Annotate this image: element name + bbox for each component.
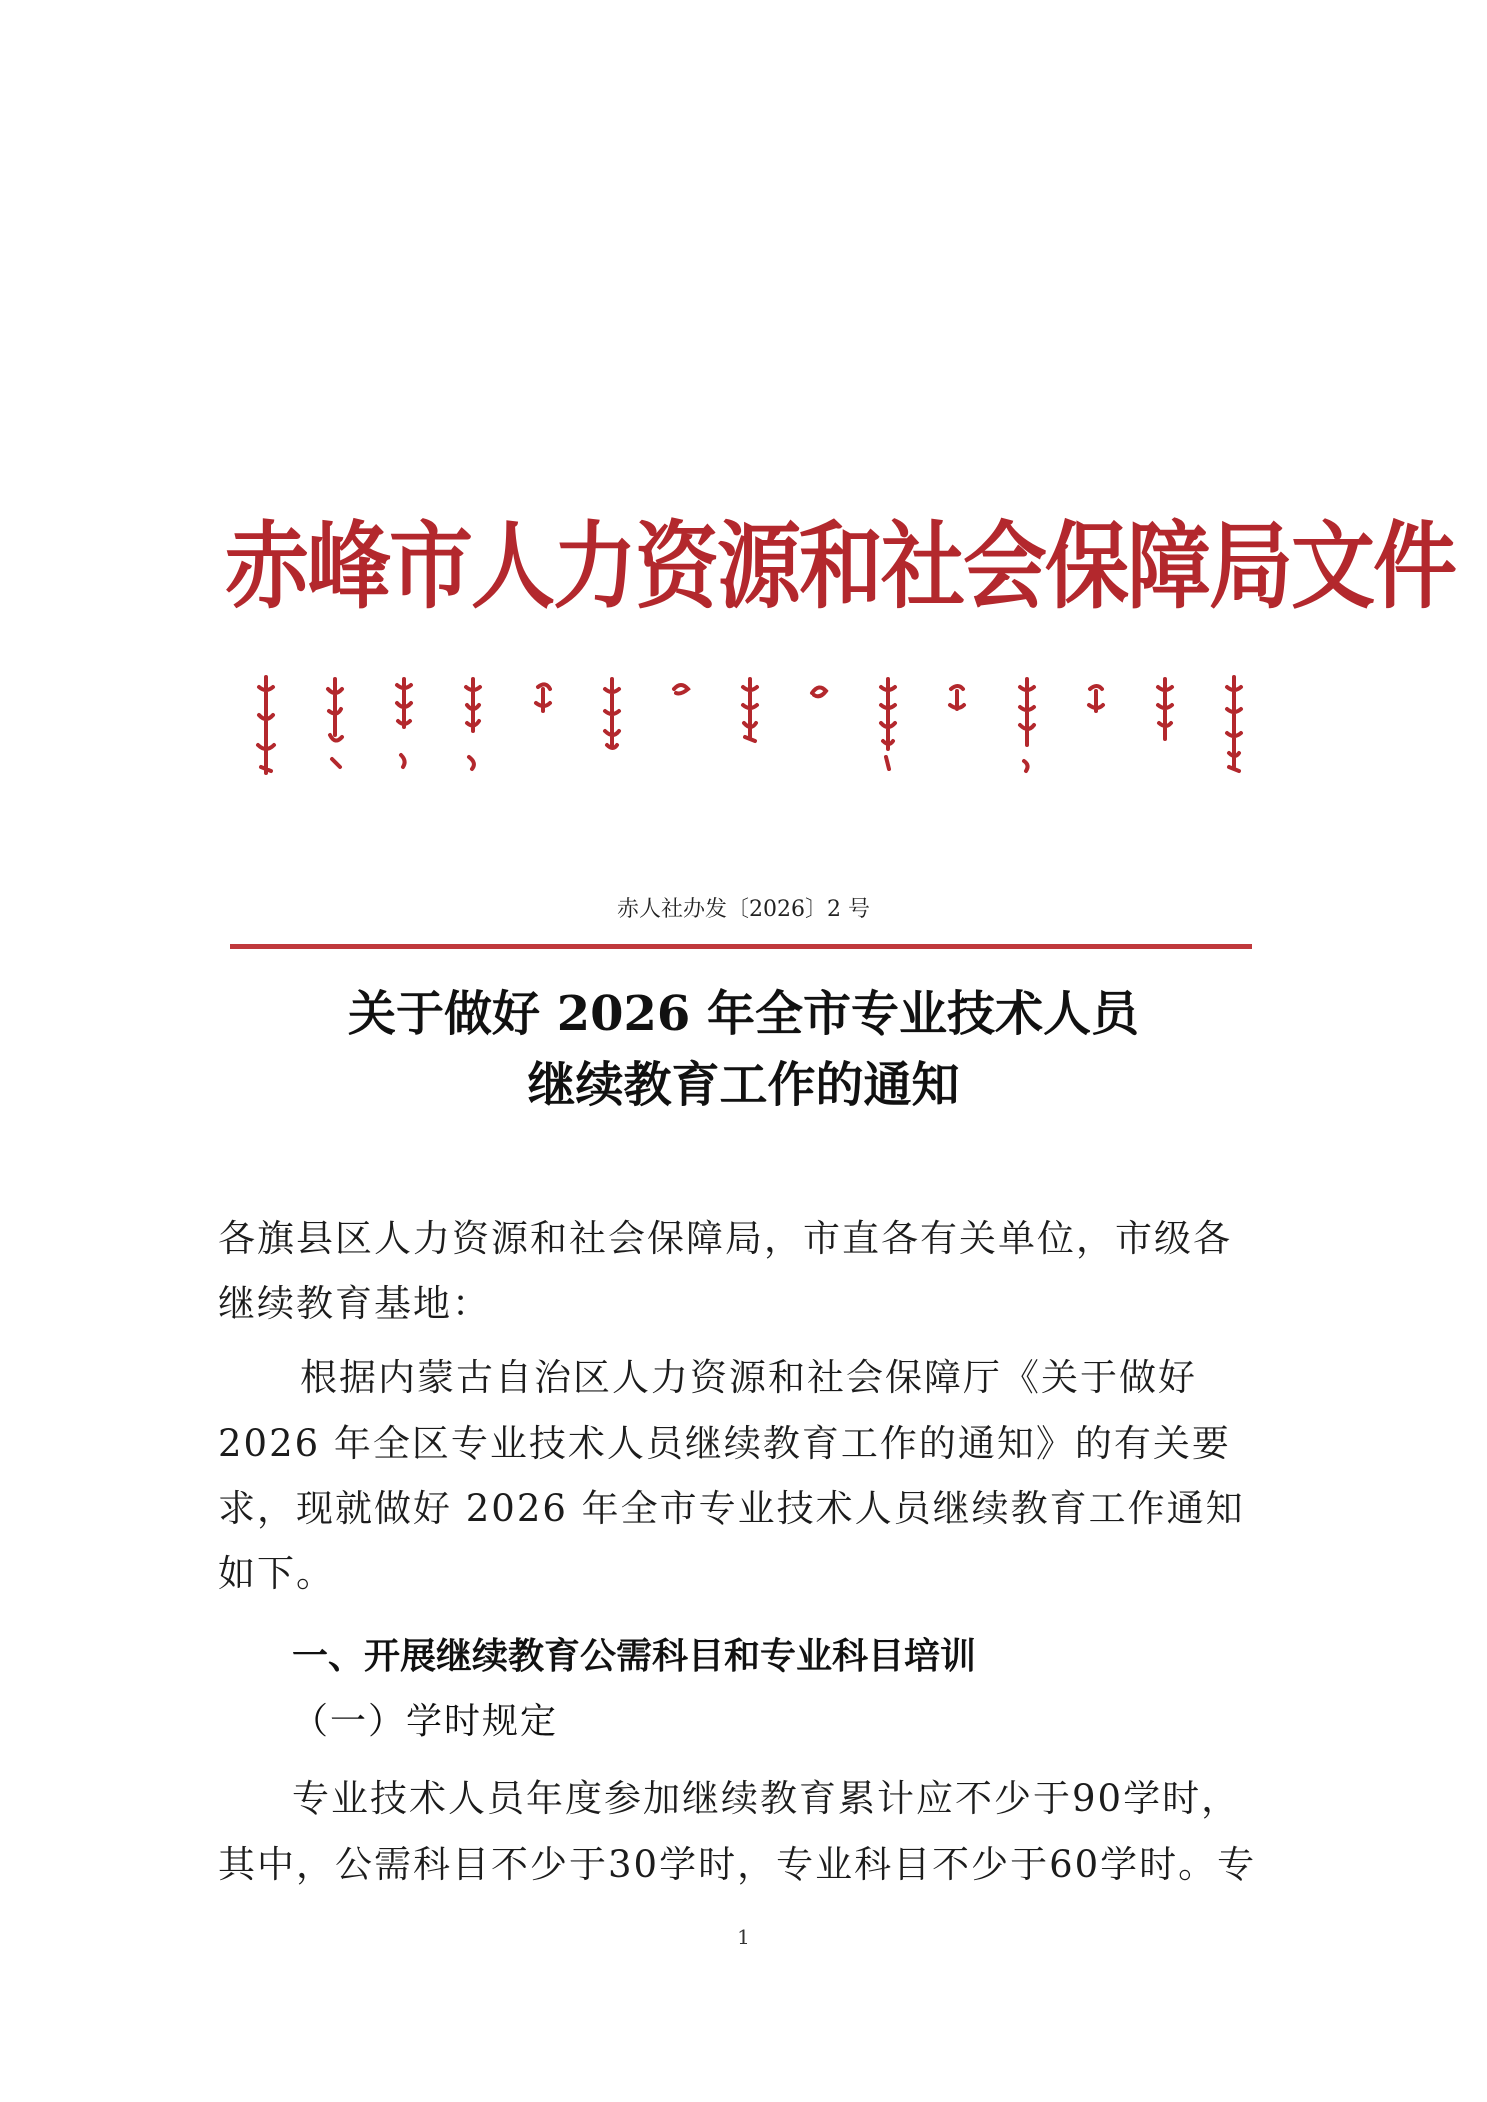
mongolian-word: [1154, 675, 1176, 775]
mongolian-word: [1223, 675, 1245, 775]
subsection-heading-1: （一）学时规定: [292, 1701, 559, 1742]
paragraph2-line1: 专业技术人员年度参加继续教育累计应不少于90学时，: [292, 1777, 1241, 1820]
masthead-title: 赤峰市人力资源和社会保障局文件: [225, 510, 1456, 622]
page-number: 1: [737, 1925, 750, 1949]
mongolian-word: [739, 675, 761, 775]
paragraph1-line1: 根据内蒙古自治区人力资源和社会保障厅《关于做好: [300, 1356, 1197, 1399]
mongolian-word: [324, 675, 346, 775]
mongolian-word: [255, 675, 277, 775]
document-title-line2: 继续教育工作的通知: [527, 1057, 960, 1113]
paragraph1-line3: 求，现就做好 2026 年全市专业技术人员继续教育工作通知: [218, 1487, 1245, 1530]
mongolian-word: [1085, 675, 1107, 775]
document-number: 赤人社办发〔2026〕2 号: [617, 897, 870, 922]
masthead-mongolian-script: [255, 675, 1245, 785]
section-heading-1: 一、开展继续教育公需科目和专业科目培训: [292, 1636, 977, 1677]
paragraph1-line4: 如下。: [218, 1552, 335, 1595]
mongolian-word: [670, 675, 692, 775]
mongolian-word: [808, 675, 830, 775]
mongolian-word: [877, 675, 899, 775]
salutation-line2: 继续教育基地：: [218, 1282, 491, 1325]
document-title-line1: 关于做好 2026 年全市专业技术人员: [347, 986, 1140, 1042]
salutation-line1: 各旗县区人力资源和社会保障局，市直各有关单位，市级各: [218, 1217, 1232, 1260]
mongolian-word: [946, 675, 968, 775]
paragraph1-line2: 2026 年全区专业技术人员继续教育工作的通知》的有关要: [218, 1422, 1231, 1465]
mongolian-word: [601, 675, 623, 775]
mongolian-word: [462, 675, 484, 775]
mongolian-word: [532, 675, 554, 775]
mongolian-word: [393, 675, 415, 775]
red-divider-line: [230, 944, 1252, 949]
paragraph2-line2: 其中，公需科目不少于30学时，专业科目不少于60学时。专: [218, 1843, 1257, 1886]
mongolian-word: [1016, 675, 1038, 775]
